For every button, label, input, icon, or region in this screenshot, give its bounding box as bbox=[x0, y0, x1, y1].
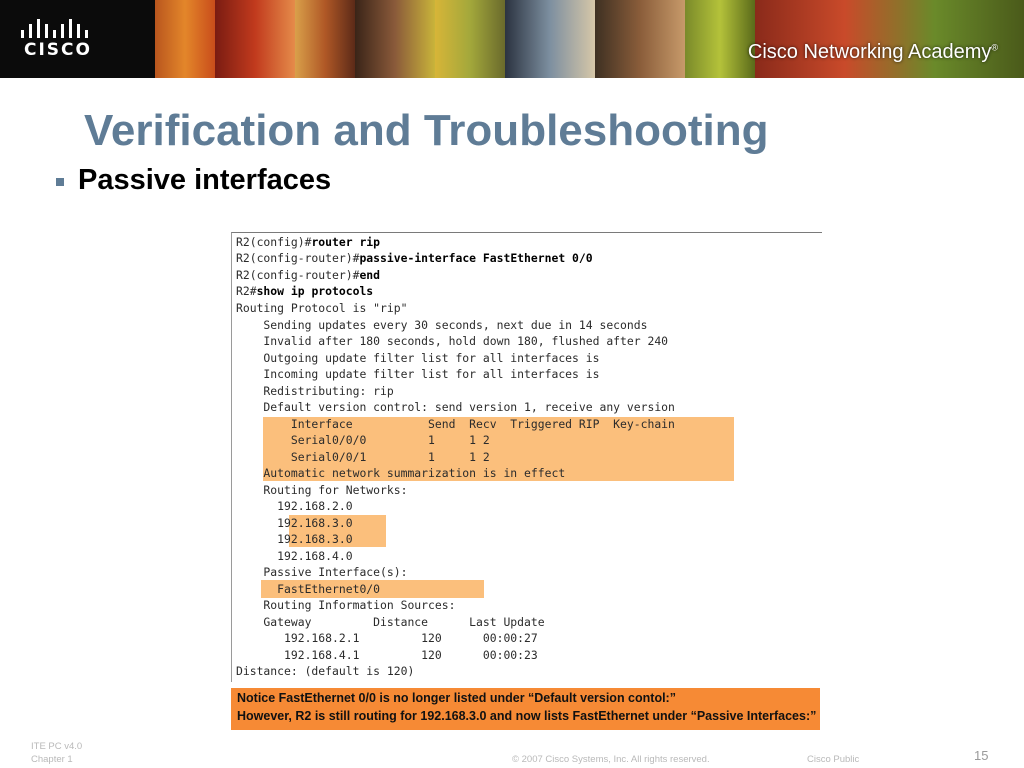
photo-4 bbox=[355, 0, 435, 78]
footer-chapter: Chapter 1 bbox=[31, 754, 73, 765]
photo-6 bbox=[505, 0, 595, 78]
output-line: Redistributing: rip bbox=[236, 384, 394, 398]
cisco-logo bbox=[0, 0, 155, 78]
output-line: Automatic network summarization is in effect bbox=[236, 466, 566, 480]
output-line: Incoming update filter list for all interfaces is bbox=[236, 367, 600, 381]
header-banner bbox=[0, 0, 1024, 78]
command-line: R2(config-router)#passive-interface FastEthernet 0/0 bbox=[236, 251, 593, 265]
photo-9 bbox=[755, 0, 1024, 78]
output-line: Routing for Networks: bbox=[236, 483, 408, 497]
photo-2 bbox=[215, 0, 295, 78]
academy-brand bbox=[748, 41, 998, 64]
output-line: Invalid after 180 seconds, hold down 180, flushed after 240 bbox=[236, 334, 669, 348]
output-line: 192.168.4.1 120 00:00:23 bbox=[236, 648, 538, 662]
output-line: 192.168.2.0 bbox=[236, 499, 353, 513]
footer-classification: Cisco Public bbox=[807, 754, 860, 765]
output-line: 192.168.2.1 120 00:00:27 bbox=[236, 631, 538, 645]
output-line: Serial0/0/0 1 1 2 bbox=[236, 433, 490, 447]
footer-course: ITE PC v4.0 bbox=[31, 741, 83, 752]
command-line: R2#show ip protocols bbox=[236, 284, 374, 298]
photo-8 bbox=[685, 0, 755, 78]
photo-strip bbox=[155, 0, 1024, 78]
photo-3 bbox=[295, 0, 355, 78]
output-line: Interface Send Recv Triggered RIP Key-chain bbox=[236, 417, 675, 431]
output-line: 192.168.3.0 bbox=[236, 532, 353, 546]
bullet-text: Passive interfaces bbox=[78, 164, 332, 196]
output-line: Serial0/0/1 1 1 2 bbox=[236, 450, 490, 464]
bullet-square-icon bbox=[56, 178, 64, 186]
output-line: Sending updates every 30 seconds, next due in 14 seconds bbox=[236, 318, 648, 332]
notice-line-1: Notice FastEthernet 0/0 is no longer listed under “Default version contol:” bbox=[237, 691, 676, 705]
command-line: R2(config-router)#end bbox=[236, 268, 381, 282]
photo-1 bbox=[155, 0, 215, 78]
output-line: 192.168.4.0 bbox=[236, 549, 353, 563]
output-line: Routing Protocol is "rip" bbox=[236, 301, 408, 315]
cisco-bars-icon bbox=[20, 18, 92, 40]
page-number: 15 bbox=[974, 748, 989, 763]
output-line: Distance: (default is 120) bbox=[236, 664, 415, 678]
bullet-item bbox=[56, 164, 331, 197]
terminal-output bbox=[231, 232, 822, 682]
output-line: Outgoing update filter list for all interfaces is bbox=[236, 351, 600, 365]
cisco-wordmark: CISCO bbox=[24, 40, 92, 60]
photo-5 bbox=[435, 0, 505, 78]
registered-mark: ® bbox=[991, 42, 998, 53]
notice-line-2: However, R2 is still routing for 192.168.3.0 and now lists FastEthernet under “Passive Interfaces:” bbox=[237, 709, 817, 723]
output-line: FastEthernet0/0 bbox=[236, 582, 381, 596]
output-line: Routing Information Sources: bbox=[236, 598, 456, 612]
footer-copyright: © 2007 Cisco Systems, Inc. All rights reserved. bbox=[512, 754, 710, 765]
slide-title: Verification and Troubleshooting bbox=[84, 106, 769, 155]
output-line: Gateway Distance Last Update bbox=[236, 615, 545, 629]
photo-7 bbox=[595, 0, 685, 78]
academy-text: Cisco Networking Academy bbox=[747, 41, 992, 63]
command-line: R2(config)#router rip bbox=[236, 235, 381, 249]
output-line: 192.168.3.0 bbox=[236, 516, 353, 530]
output-line: Passive Interface(s): bbox=[236, 565, 408, 579]
notice-callout bbox=[231, 688, 820, 730]
output-line: Default version control: send version 1, receive any version bbox=[236, 400, 675, 414]
